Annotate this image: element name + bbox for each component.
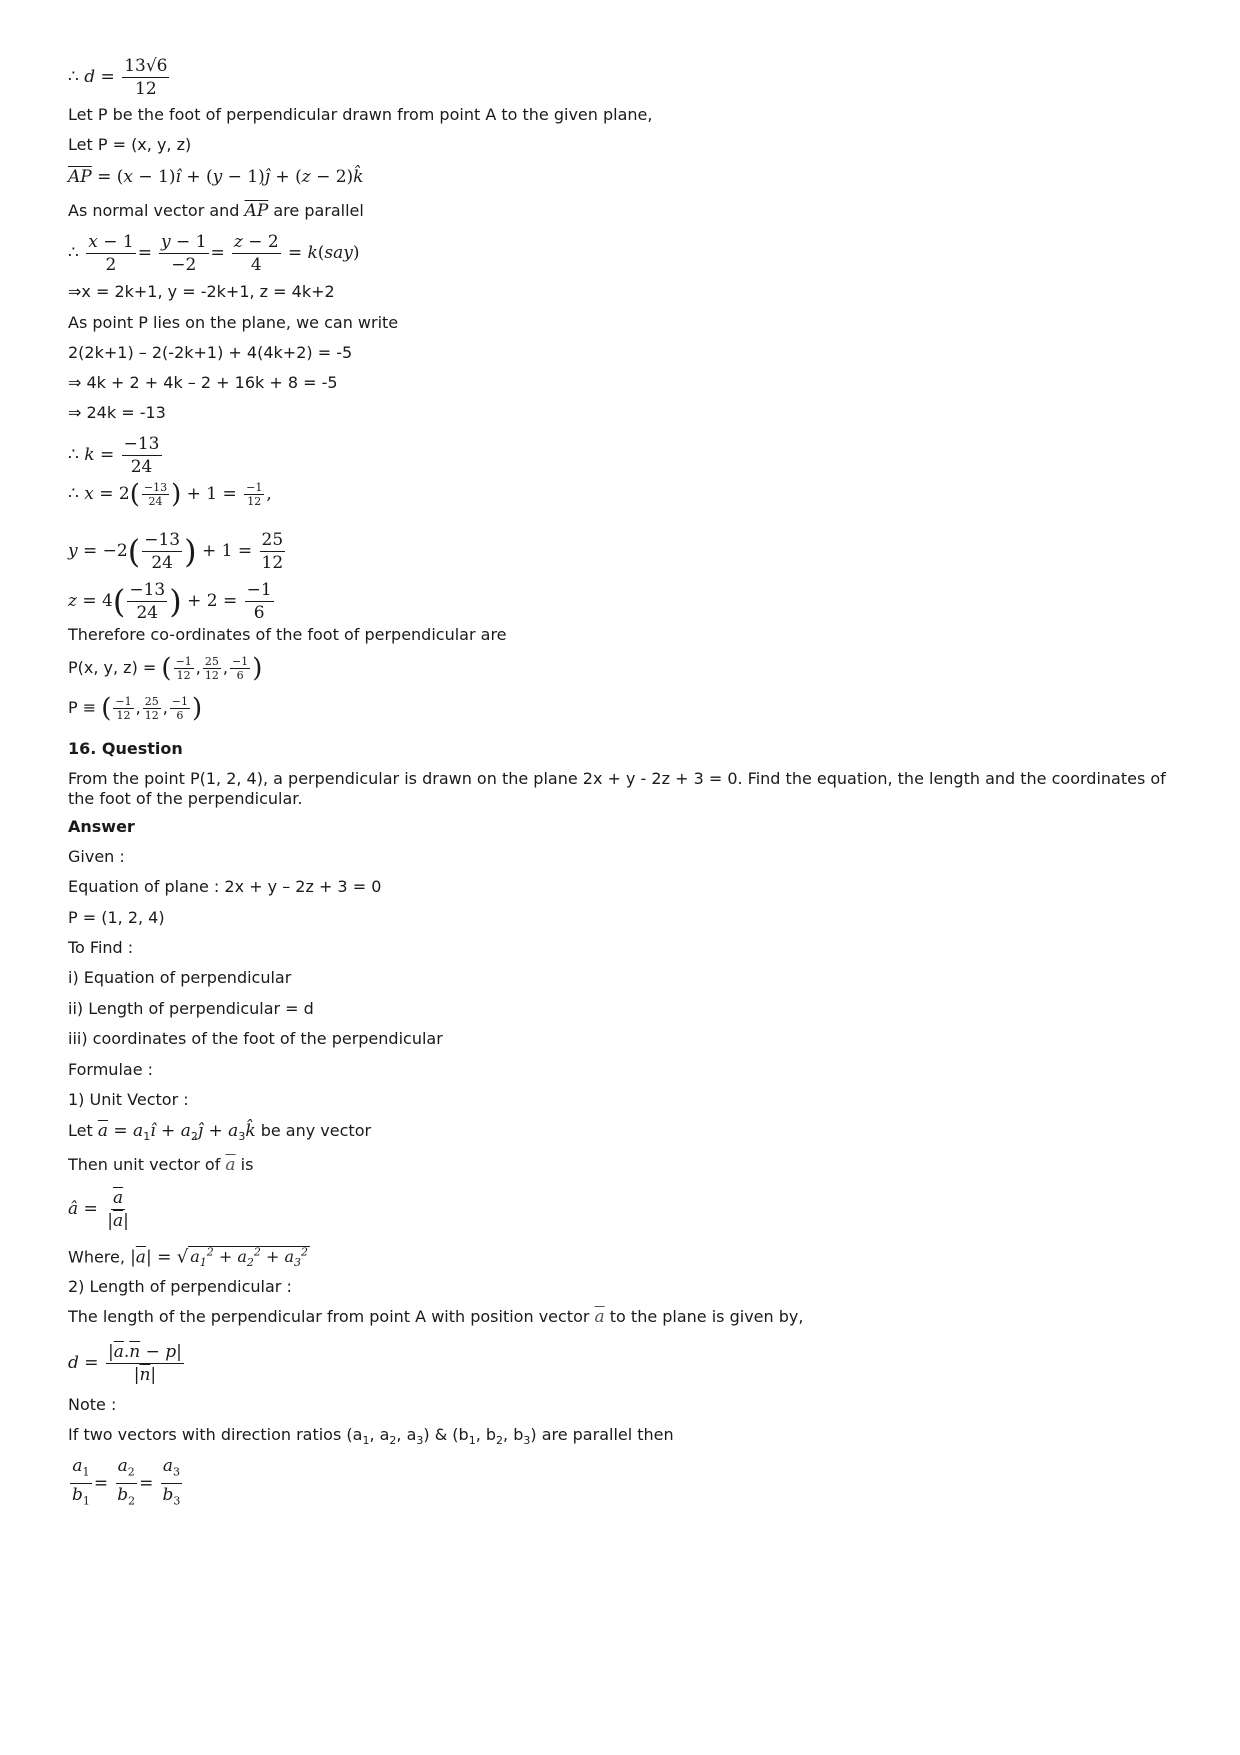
text-line: Then unit vector of $\overline{a}$ is [68,1155,254,1175]
text-line: Therefore co-ordinates of the foot of perpendicular are [68,625,507,644]
text-line: ⇒ 4k + 2 + 4k – 2 + 16k + 8 = -5 [68,373,338,392]
distance-result: ∴ d = $\frac{13√6}{12}$ [68,56,168,99]
text-line: Let P = (x, y, z) [68,135,192,154]
question-title: 16. Question [68,739,183,758]
text-segment: are parallel [273,201,364,220]
text-line: 2(2k+1) – 2(-2k+1) + 4(4k+2) = -5 [68,343,353,362]
text-segment: ) & (b [423,1425,469,1444]
text-segment: If two vectors with direction ratios (a [68,1425,363,1444]
ap-vector-equation: $\overline{AP} = (x$ − 1)î + (y − 1)ĵ + (z − 2)k̂ [68,167,364,187]
text-segment: is [240,1155,254,1174]
text-segment: be any vector [260,1121,372,1140]
text-line: 2) Length of perpendicular : [68,1277,292,1296]
text-segment: Let [68,1121,93,1140]
text-segment: Where, [68,1247,125,1267]
text-line: 1) Unit Vector : [68,1090,189,1109]
foot-coordinates: P(x, y, z) = ( $\frac{-1}{12}$ , $\frac{25}{12}$ , $\frac{-1}{6}$ ) [68,653,263,684]
text-segment: P ≡ [68,698,97,717]
text-line: Note : [68,1395,117,1414]
text-line: iii) coordinates of the foot of the perpendicular [68,1029,443,1048]
unit-vector-formula: â = $\frac{\overline{a}}{|\overline{a}|}$ [68,1188,129,1231]
text-segment: ) are parallel then [530,1425,674,1444]
vector-definition: Let $\overline{a}$ = $a_1î$ + $a_2ĵ$ + $a_3k̂$ be any vector [68,1121,372,1144]
text-line: P = (1, 2, 4) [68,908,165,927]
text-segment: , a [396,1425,417,1444]
text-line: ⇒ 24k = -13 [68,403,166,422]
text-segment: As normal vector and [68,201,240,220]
text-line: As point P lies on the plane, we can write [68,313,399,332]
text-segment: , a [369,1425,390,1444]
text-line: To Find : [68,938,134,957]
text-line: ⇒x = 2k+1, y = -2k+1, z = 4k+2 [68,282,335,301]
text-line: Equation of plane : 2x + y – 2z + 3 = 0 [68,877,382,896]
k-value: ∴ k = $\frac{-13}{24}$ [68,434,160,477]
foot-coordinates-final: P ≡ ( $\frac{-1}{12}$ , $\frac{25}{12}$ , $\frac{-1}{6}$ ) [68,693,203,724]
magnitude-formula: Where, $|\overline{a}|$ = √ $a_1^2 + a_2^2 + a_3^2$ [68,1246,308,1270]
text-segment: , b [503,1425,524,1444]
text-line: Let P be the foot of perpendicular drawn from point A to the given plane, [68,105,653,124]
text-line: Formulae : [68,1060,154,1079]
text-segment: , b [475,1425,497,1444]
text-line: If two vectors with direction ratios ($a_1$, $a_2$, $a_3$) & ($b_1$, $b_2$, $b_3$) are parallel then [68,1425,674,1448]
text-line: The length of the perpendicular from point A with position vector $\overline{a}$ to the plane is given by, [68,1307,804,1327]
distance-formula: d = $\frac{|\overline{a}.\overline{n} - p|}{|\overline{n}|}$ [68,1342,182,1385]
text-line: i) Equation of perpendicular [68,968,292,987]
text-segment: to the plane is given by, [609,1307,804,1326]
text-segment: P(x, y, z) = [68,658,157,677]
text-segment: The length of the perpendicular from point A with position vector [68,1307,590,1326]
text-line: ii) Length of perpendicular = d [68,999,314,1018]
y-value: y = −2( $\frac{-13}{24}$ ) + 1 = $\frac{25}{12}$ [68,530,284,573]
ratio-equation: ∴ $\frac{x - 1}{2}$ = $\frac{y - 1}{-2}$ = $\frac{z - 2}{4}$ = k(say) [68,232,360,275]
z-value: z = 4( $\frac{-13}{24}$ ) + 2 = $\frac{-1}{6}$ [68,580,272,623]
text-line: As normal vector and $\overline{AP}$ are parallel [68,201,364,221]
text-segment: Then unit vector of [68,1155,221,1174]
x-value: ∴ x = 2( $\frac{-13}{24}$ ) + 1 = $\frac{-1}{12}$ , [68,479,272,510]
question-text: From the point P(1, 2, 4), a perpendicular is drawn on the plane 2x + y - 2z + 3 = 0. Find the equation, the length and the coordinates of the foot of the perpendicular. [68,769,1166,808]
parallel-condition: $\frac{a_1}{b_1}$ = $\frac{a_2}{b_2}$ = $\frac{a_3}{b_3}$ [72,1456,181,1508]
answer-heading: Answer [68,817,135,836]
text-line: Given : [68,847,125,866]
